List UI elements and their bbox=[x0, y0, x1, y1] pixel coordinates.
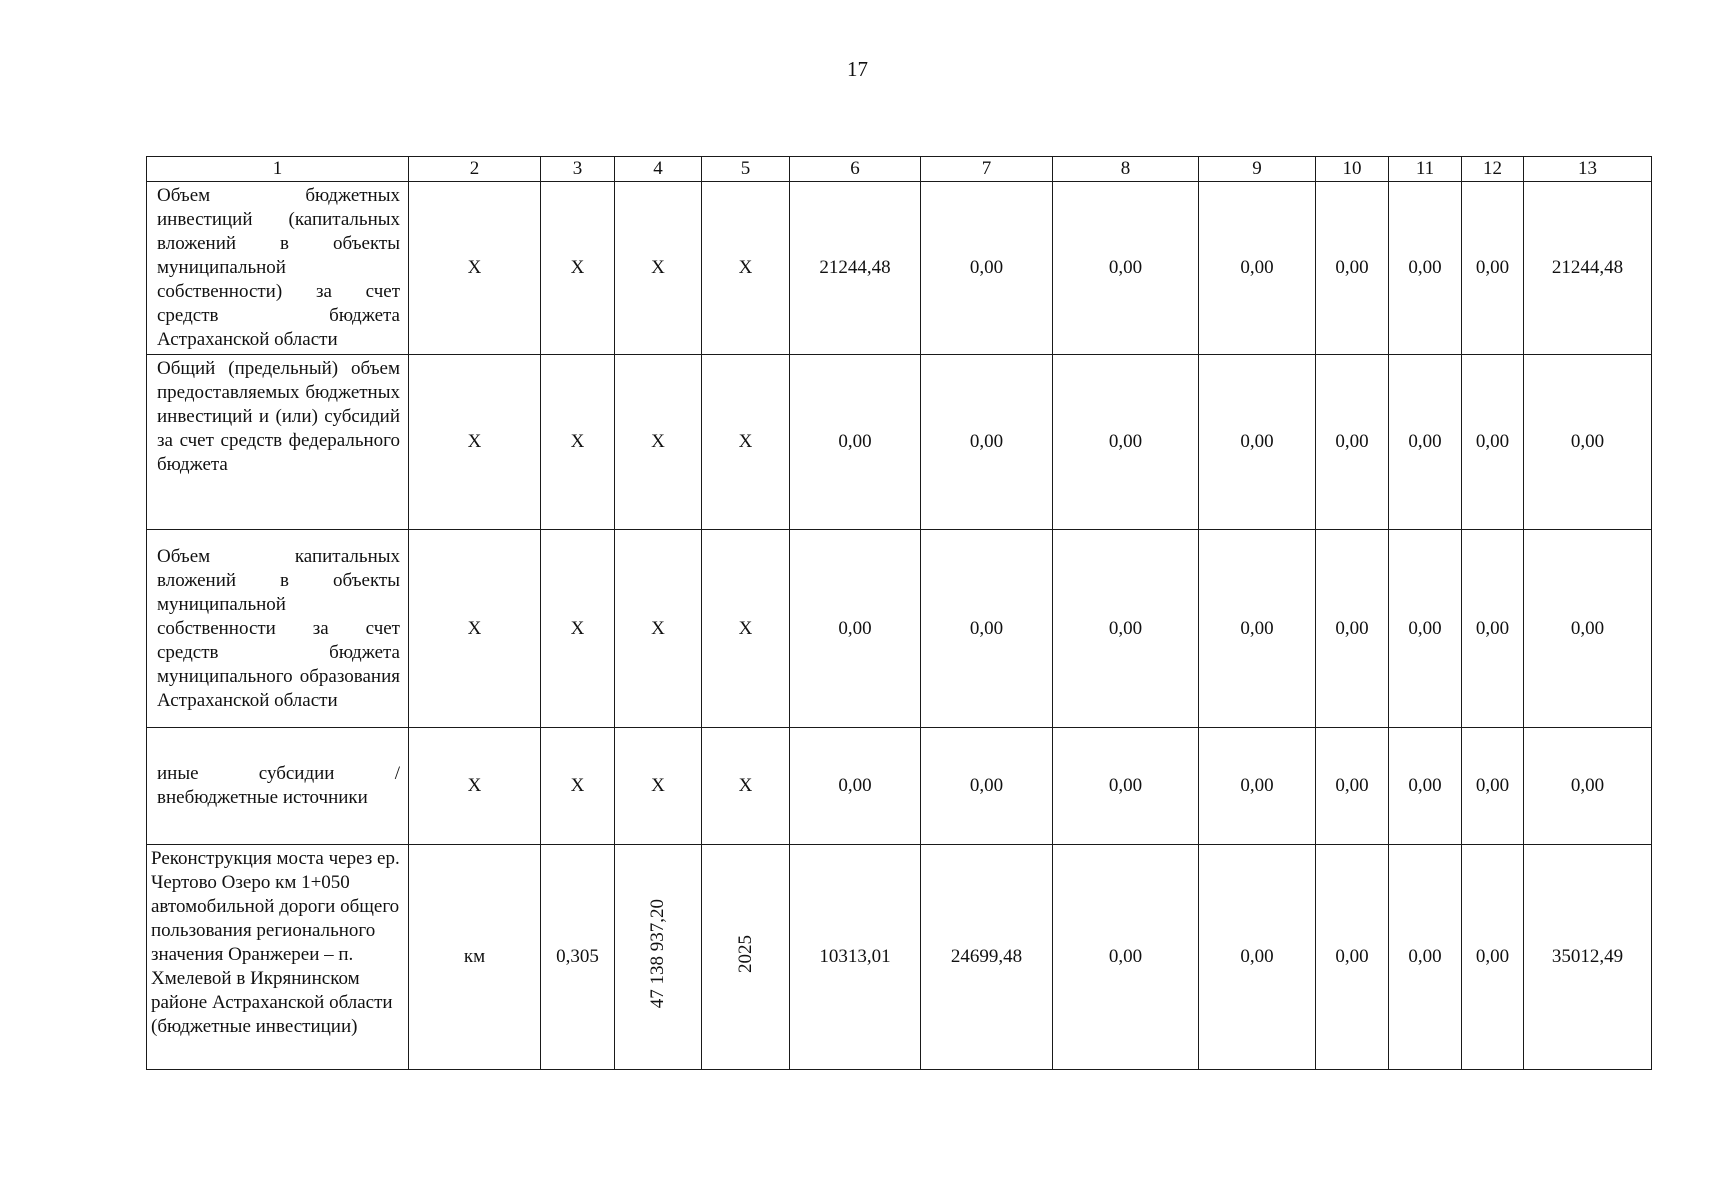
table-cell: 0,00 bbox=[921, 728, 1053, 845]
table-cell: 0,00 bbox=[1462, 728, 1524, 845]
table-cell: 0,00 bbox=[1389, 355, 1462, 530]
table-cell: 0,00 bbox=[1389, 845, 1462, 1070]
table-cell: 10313,01 bbox=[790, 845, 921, 1070]
table-cell: 0,00 bbox=[790, 530, 921, 728]
table-cell: 21244,48 bbox=[1524, 182, 1652, 355]
table-cell: 0,00 bbox=[1199, 182, 1316, 355]
row-description: Общий (предельный) объем предоставляемых бюджетных инвестиций и (или) субсидий за счет средств федерального бюджета bbox=[147, 355, 409, 530]
page-number: 17 bbox=[847, 57, 868, 81]
column-number: 8 bbox=[1053, 157, 1199, 182]
table-cell: 35012,49 bbox=[1524, 845, 1652, 1070]
table-cell: 0,00 bbox=[1053, 182, 1199, 355]
column-number: 11 bbox=[1389, 157, 1462, 182]
row-description: иные субсидии / внебюджетные источники bbox=[147, 728, 409, 845]
column-number: 6 bbox=[790, 157, 921, 182]
table-cell: Х bbox=[615, 530, 702, 728]
table-cell: Х bbox=[615, 182, 702, 355]
table-cell: 0,00 bbox=[1053, 845, 1199, 1070]
column-number: 13 bbox=[1524, 157, 1652, 182]
table-cell: 0,00 bbox=[1389, 182, 1462, 355]
column-number: 12 bbox=[1462, 157, 1524, 182]
table-cell: 0,305 bbox=[541, 845, 615, 1070]
table-cell: 0,00 bbox=[921, 355, 1053, 530]
table-cell: 0,00 bbox=[1462, 530, 1524, 728]
table-cell: 0,00 bbox=[1199, 728, 1316, 845]
column-number: 9 bbox=[1199, 157, 1316, 182]
table-cell: Х bbox=[615, 355, 702, 530]
table-cell: 0,00 bbox=[1524, 355, 1652, 530]
table-cell: 0,00 bbox=[1316, 728, 1389, 845]
table-cell: 0,00 bbox=[790, 728, 921, 845]
table-cell: Х bbox=[541, 728, 615, 845]
table-cell: 0,00 bbox=[1389, 530, 1462, 728]
table-cell: 0,00 bbox=[1462, 182, 1524, 355]
row-description: Объем капитальных вложений в объекты муниципальной собственности за счет средств бюджета муниципального образования Астраханской области bbox=[147, 530, 409, 728]
table-cell: 0,00 bbox=[1199, 845, 1316, 1070]
vertical-cost-text: 47 138 937,20 bbox=[647, 898, 668, 1009]
table-cell: 0,00 bbox=[1524, 530, 1652, 728]
row-description: Объем бюджетных инвестиций (капитальных вложений в объекты муниципальной собственности) за счет средств бюджета Астраханской области bbox=[147, 182, 409, 355]
table-cell: 0,00 bbox=[1389, 728, 1462, 845]
row-description: Реконструкция моста через ер. Чертово Озеро км 1+050 автомобильной дороги общего пользования регионального значения Оранжереи – п. Хмелевой в Икрянинском районе Астраханской области (бюджетные инвестиции) bbox=[147, 845, 409, 1070]
column-number: 7 bbox=[921, 157, 1053, 182]
table-cell: 0,00 bbox=[1053, 355, 1199, 530]
table-cell: Х bbox=[541, 182, 615, 355]
table-cell: 0,00 bbox=[1316, 182, 1389, 355]
table-cell bbox=[615, 845, 702, 1070]
column-number: 3 bbox=[541, 157, 615, 182]
table-cell: 21244,48 bbox=[790, 182, 921, 355]
table-row bbox=[147, 845, 1652, 1070]
column-number: 5 bbox=[702, 157, 790, 182]
table-row bbox=[147, 355, 1652, 530]
table-cell: 0,00 bbox=[1316, 355, 1389, 530]
column-number: 1 bbox=[147, 157, 409, 182]
table-cell: Х bbox=[702, 728, 790, 845]
table-cell: 0,00 bbox=[1462, 355, 1524, 530]
table-row bbox=[147, 728, 1652, 845]
table-cell: 0,00 bbox=[1199, 355, 1316, 530]
table-cell: 0,00 bbox=[1053, 530, 1199, 728]
table-cell: Х bbox=[541, 530, 615, 728]
table-cell: 24699,48 bbox=[921, 845, 1053, 1070]
table-cell: 0,00 bbox=[921, 530, 1053, 728]
column-numbers-row bbox=[147, 157, 1652, 182]
table-cell: Х bbox=[702, 355, 790, 530]
column-number: 10 bbox=[1316, 157, 1389, 182]
vertical-year-text: 2025 bbox=[734, 934, 756, 973]
table-row bbox=[147, 530, 1652, 728]
column-number: 4 bbox=[615, 157, 702, 182]
table-cell: 0,00 bbox=[1053, 728, 1199, 845]
table-cell: Х bbox=[702, 530, 790, 728]
table-cell: 0,00 bbox=[1316, 845, 1389, 1070]
table-cell: Х bbox=[615, 728, 702, 845]
table-cell: Х bbox=[409, 530, 541, 728]
investment-table bbox=[146, 156, 1652, 1070]
table-cell: км bbox=[409, 845, 541, 1070]
table-cell: 0,00 bbox=[1199, 530, 1316, 728]
table-row bbox=[147, 182, 1652, 355]
table-cell: 0,00 bbox=[790, 355, 921, 530]
column-number: 2 bbox=[409, 157, 541, 182]
table-cell: 0,00 bbox=[1462, 845, 1524, 1070]
table-cell: 0,00 bbox=[1524, 728, 1652, 845]
table-cell: Х bbox=[409, 728, 541, 845]
table-cell: 0,00 bbox=[921, 182, 1053, 355]
table-cell: Х bbox=[702, 182, 790, 355]
table-cell: Х bbox=[409, 355, 541, 530]
table-cell: 0,00 bbox=[1316, 530, 1389, 728]
table-cell: Х bbox=[541, 355, 615, 530]
table-cell bbox=[702, 845, 790, 1070]
table-cell: Х bbox=[409, 182, 541, 355]
